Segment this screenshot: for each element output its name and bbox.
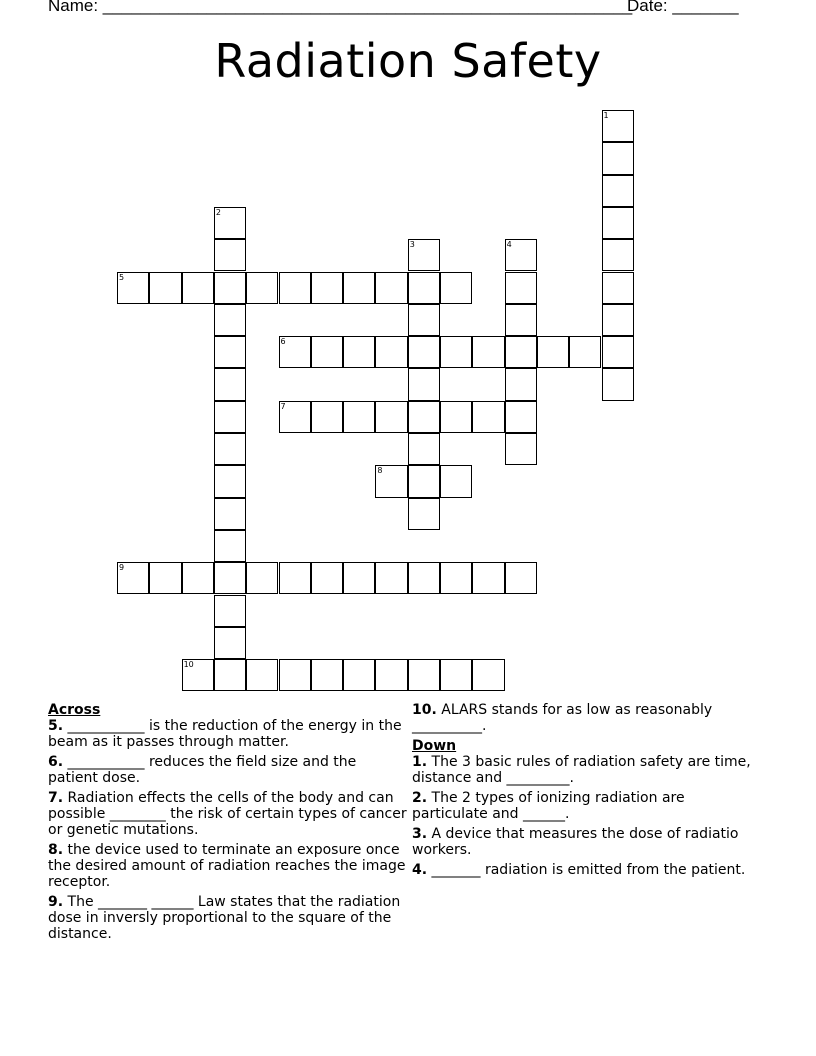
- grid-cell[interactable]: [537, 336, 569, 368]
- grid-cell[interactable]: [279, 659, 311, 691]
- clue-number: 2.: [412, 790, 428, 806]
- date-field-label[interactable]: Date: _______: [627, 0, 739, 15]
- down-clue-1: [412, 754, 752, 786]
- clue-number: 7.: [48, 790, 64, 806]
- clues-right-column: [412, 702, 752, 882]
- grid-cell[interactable]: [246, 272, 278, 304]
- grid-cell[interactable]: [214, 433, 246, 465]
- grid-cell[interactable]: [440, 272, 472, 304]
- clue-number: 3.: [412, 826, 428, 842]
- grid-cell[interactable]: [343, 401, 375, 433]
- grid-cell[interactable]: [408, 336, 440, 368]
- grid-cell[interactable]: [214, 659, 246, 691]
- cell-number: 3: [409, 240, 415, 250]
- grid-cell[interactable]: [214, 207, 246, 239]
- clue-number: 5.: [48, 718, 64, 734]
- grid-cell[interactable]: [440, 465, 472, 497]
- across-heading: Across: [48, 702, 101, 718]
- grid-cell[interactable]: [182, 659, 214, 691]
- grid-cell[interactable]: [214, 401, 246, 433]
- down-clue-3: [412, 826, 752, 858]
- grid-cell[interactable]: [149, 272, 181, 304]
- grid-cell[interactable]: [505, 336, 537, 368]
- grid-cell[interactable]: [375, 272, 407, 304]
- grid-cell[interactable]: [440, 336, 472, 368]
- grid-cell[interactable]: [214, 530, 246, 562]
- clue-text: The _______ ______ Law states that the radiation dose in inversly proportional to the square of the distance.: [48, 894, 401, 942]
- grid-cell[interactable]: [117, 272, 149, 304]
- grid-cell[interactable]: [408, 498, 440, 530]
- grid-cell[interactable]: [279, 272, 311, 304]
- grid-cell[interactable]: [343, 272, 375, 304]
- cell-number: 1: [603, 111, 609, 120]
- grid-cell[interactable]: [602, 239, 634, 271]
- cell-number: 9: [119, 563, 125, 573]
- grid-cell[interactable]: [505, 401, 537, 433]
- grid-cell[interactable]: [408, 433, 440, 465]
- grid-cell[interactable]: [375, 336, 407, 368]
- grid-cell[interactable]: [375, 401, 407, 433]
- grid-cell[interactable]: [279, 401, 311, 433]
- grid-cell[interactable]: [602, 272, 634, 304]
- grid-cell[interactable]: [472, 562, 504, 594]
- grid-cell[interactable]: [602, 175, 634, 207]
- grid-cell[interactable]: [505, 239, 537, 271]
- grid-cell[interactable]: [214, 465, 246, 497]
- grid-cell[interactable]: [602, 336, 634, 368]
- grid-cell[interactable]: [279, 336, 311, 368]
- grid-cell[interactable]: [602, 110, 634, 142]
- grid-cell[interactable]: [408, 401, 440, 433]
- clue-number: 8.: [48, 842, 64, 858]
- grid-cell[interactable]: [343, 336, 375, 368]
- down-clue-2: [412, 790, 752, 822]
- grid-cell[interactable]: [279, 562, 311, 594]
- grid-cell[interactable]: [408, 272, 440, 304]
- grid-cell[interactable]: [375, 659, 407, 691]
- grid-cell[interactable]: [569, 336, 601, 368]
- grid-cell[interactable]: [214, 498, 246, 530]
- clue-text: _______ radiation is emitted from the patient.: [431, 862, 746, 878]
- grid-cell[interactable]: [311, 659, 343, 691]
- grid-cell[interactable]: [214, 595, 246, 627]
- grid-cell[interactable]: [149, 562, 181, 594]
- clue-text: ___________ reduces the field size and the patient dose.: [48, 754, 357, 786]
- grid-cell[interactable]: [408, 465, 440, 497]
- grid-cell[interactable]: [311, 336, 343, 368]
- grid-cell[interactable]: [440, 562, 472, 594]
- across-clue-7: [48, 790, 410, 838]
- down-clue-4: [412, 862, 752, 878]
- grid-cell[interactable]: [117, 562, 149, 594]
- clue-number: 6.: [48, 754, 64, 770]
- clue-number: 10.: [412, 702, 437, 718]
- grid-cell[interactable]: [311, 272, 343, 304]
- grid-cell[interactable]: [182, 562, 214, 594]
- clue-number: 9.: [48, 894, 64, 910]
- cell-number: 5: [119, 272, 125, 282]
- grid-cell[interactable]: [472, 336, 504, 368]
- across-clue-8: [48, 842, 410, 890]
- grid-cell[interactable]: [408, 368, 440, 400]
- cell-number: 6: [280, 337, 286, 347]
- cell-number: 2: [215, 207, 221, 217]
- grid-cell[interactable]: [311, 401, 343, 433]
- grid-cell[interactable]: [602, 142, 634, 174]
- grid-cell[interactable]: [311, 562, 343, 594]
- across-clue-9: [48, 894, 410, 942]
- grid-cell[interactable]: [408, 304, 440, 336]
- clue-text: the device used to terminate an exposure once the desired amount of radiation reaches the image receptor.: [48, 842, 406, 890]
- grid-cell[interactable]: [505, 433, 537, 465]
- grid-cell[interactable]: [505, 272, 537, 304]
- grid-cell[interactable]: [246, 562, 278, 594]
- cell-number: 10: [183, 660, 194, 670]
- clue-text: A device that measures the dose of radiatio workers.: [412, 826, 739, 858]
- grid-cell[interactable]: [505, 304, 537, 336]
- grid-cell[interactable]: [602, 304, 634, 336]
- clue-text: The 3 basic rules of radiation safety are time, distance and _________.: [412, 754, 751, 786]
- grid-cell[interactable]: [214, 562, 246, 594]
- cell-number: 8: [377, 466, 383, 476]
- grid-cell[interactable]: [440, 659, 472, 691]
- clue-text: ___________ is the reduction of the energy in the beam as it passes through matter.: [48, 718, 402, 750]
- grid-cell[interactable]: [246, 659, 278, 691]
- grid-cell[interactable]: [602, 207, 634, 239]
- grid-cell[interactable]: [214, 336, 246, 368]
- across-clue-10: [412, 702, 752, 734]
- cell-number: 7: [280, 401, 286, 411]
- across-clue-6: [48, 754, 410, 786]
- grid-cell[interactable]: [472, 401, 504, 433]
- grid-cell[interactable]: [472, 659, 504, 691]
- grid-cell[interactable]: [214, 627, 246, 659]
- grid-cell[interactable]: [214, 368, 246, 400]
- name-field-label[interactable]: Name: ________________________________________________________: [48, 0, 633, 15]
- grid-cell[interactable]: [343, 659, 375, 691]
- grid-cell[interactable]: [408, 239, 440, 271]
- grid-cell[interactable]: [505, 562, 537, 594]
- cell-number: 4: [506, 240, 512, 250]
- grid-cell[interactable]: [343, 562, 375, 594]
- grid-cell[interactable]: [214, 239, 246, 271]
- clue-number: 1.: [412, 754, 428, 770]
- grid-cell[interactable]: [408, 659, 440, 691]
- across-clue-5: [48, 718, 410, 750]
- clue-text: ALARS stands for as low as reasonably __________.: [412, 702, 713, 734]
- grid-cell[interactable]: [375, 562, 407, 594]
- grid-cell[interactable]: [214, 304, 246, 336]
- grid-cell[interactable]: [505, 368, 537, 400]
- clues-left-column: [48, 702, 410, 946]
- grid-cell[interactable]: [440, 401, 472, 433]
- down-heading: Down: [412, 738, 457, 754]
- grid-cell[interactable]: [408, 562, 440, 594]
- grid-cell[interactable]: [602, 368, 634, 400]
- grid-cell[interactable]: [375, 465, 407, 497]
- grid-cell[interactable]: [182, 272, 214, 304]
- clue-text: The 2 types of ionizing radiation are particulate and ______.: [412, 790, 685, 822]
- clue-text: Radiation effects the cells of the body and can possible ________ the risk of certain types of cancer or genetic mutations.: [48, 790, 407, 838]
- grid-cell[interactable]: [214, 272, 246, 304]
- clue-number: 4.: [412, 862, 428, 878]
- page-title: Radiation Safety: [214, 34, 602, 88]
